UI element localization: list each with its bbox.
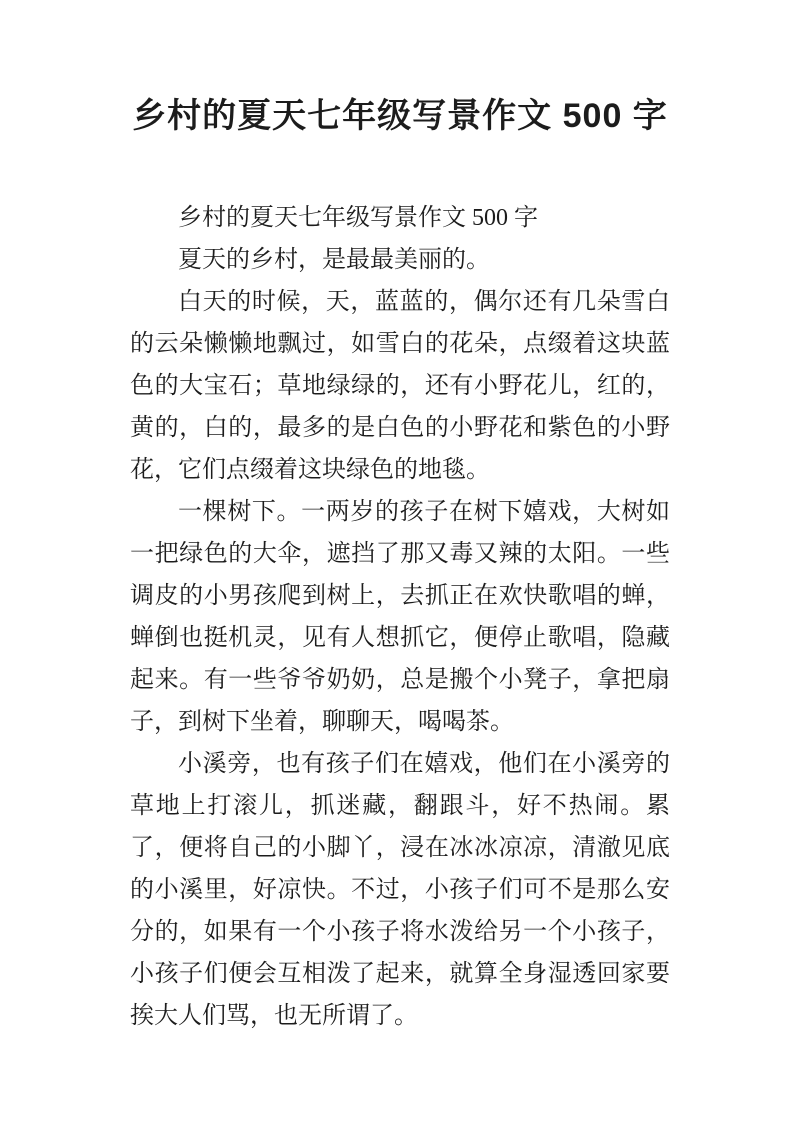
- essay-paragraph: 小溪旁，也有孩子们在嬉戏，他们在小溪旁的草地上打滚儿，抓迷藏，翻跟斗，好不热闹。累了，便将自己的小脚丫，浸在冰冰凉凉，清澈见底的小溪里，好凉快。不过，小孩子们可不是那么安分的，如果有一个小孩子将水泼给另一个小孩子，小孩子们便会互相泼了起来，就算全身湿透回家要挨大人们骂，也无所谓了。: [130, 751, 670, 1029]
- essay-paragraph: 夏天的乡村，是最最美丽的。: [178, 247, 490, 273]
- essay-paragraph: 白天的时候，天，蓝蓝的，偶尔还有几朵雪白的云朵懒懒地飘过，如雪白的花朵，点缀着这块蓝色的大宝石；草地绿绿的，还有小野花儿，红的，黄的，白的，最多的是白色的小野花和紫色的小野花，它们点缀着这块绿色的地毯。: [130, 289, 670, 483]
- essay-title: 乡村的夏天七年级写景作文 500 字: [132, 97, 668, 135]
- essay-paragraph: 乡村的夏天七年级写景作文 500 字: [178, 205, 538, 231]
- essay-body: [130, 197, 670, 1037]
- essay-paragraph: 一棵树下。一两岁的孩子在树下嬉戏，大树如一把绿色的大伞，遮挡了那又毒又辣的太阳。一些调皮的小男孩爬到树上，去抓正在欢快歌唱的蝉，蝉倒也挺机灵，见有人想抓它，便停止歌唱，隐藏起来。有一些爷爷奶奶，总是搬个小凳子，拿把扇子，到树下坐着，聊聊天，喝喝茶。: [130, 499, 670, 735]
